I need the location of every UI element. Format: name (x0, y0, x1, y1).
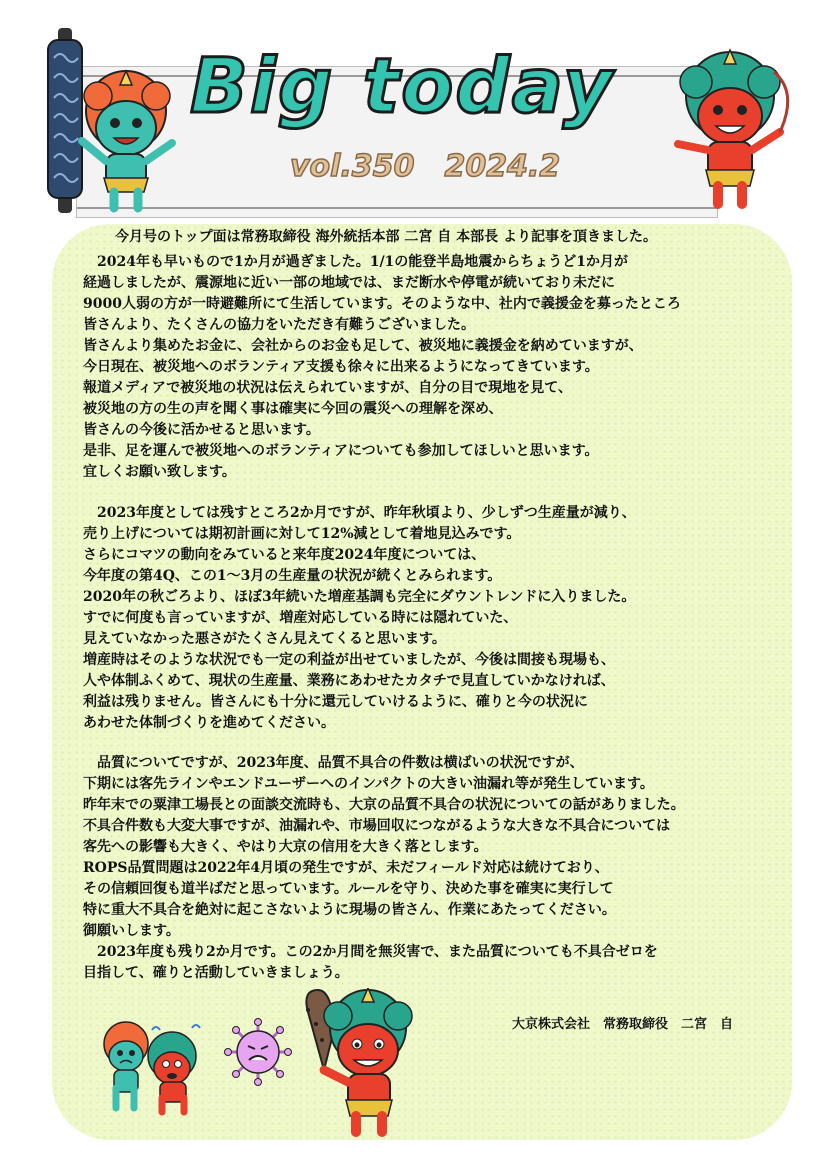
issue-label (290, 149, 561, 184)
blue-oni-icon (68, 66, 188, 216)
text-line: 見えていなかった悪さがたくさん見えてくると思います。 (83, 631, 446, 647)
text-line: 売り上げについては期初計画に対して12%減として着地見込みです。 (83, 526, 521, 542)
text-line: 今日現在、被災地へのボランティア支援も徐々に出来るようになってきています。 (83, 359, 599, 375)
oni-pair-icon (92, 1018, 212, 1118)
text-line: 経過しましたが、震源地に近い一部の地域では、まだ断水や停電が続いており未だに (83, 275, 615, 291)
text-line: 昨年末での粟津工場長との面談交流時も、大京の品質不具合の状況についての話がありました。 (83, 797, 685, 813)
text-line: 皆さんより、たくさんの協力をいただき有難うございました。 (83, 317, 475, 333)
paragraph-1 (83, 252, 773, 483)
text-line: 利益は残りません。皆さんにも十分に還元していけるように、確りと今の状況に (83, 694, 588, 710)
text-line: ROPS品質問題は2022年4月頃の発生ですが、未だフィールド対応は続けており、 (83, 860, 609, 876)
text-line: 是非、足を運んで被災地へのボランティアについても参加してほしいと思います。 (83, 443, 599, 459)
newsletter-title: Big today (190, 41, 615, 130)
paragraph-2 (83, 503, 773, 734)
text-line: 2023年度も残り2か月です。この2か月間を無災害で、また品質についても不具合ゼロを (97, 944, 658, 960)
red-oni-club-icon (290, 988, 426, 1138)
intro-line: 今月号のトップ面は常務取締役 海外統括本部 二宮 自 本部長 より記事を頂きました。 (115, 229, 657, 245)
text-line: 人や体制ふくめて、現状の生産量、業務にあわせたカタチで見直していかなければ、 (83, 673, 615, 689)
text-line: さらにコマツの動向をみていると来年度2024年度については、 (83, 547, 486, 563)
text-line: 増産時はそのような状況でも一定の利益が出せていましたが、今後は間接も現場も、 (83, 652, 615, 668)
text-line: 報道メディアで被災地の状況は伝えられていますが、自分の目で現地を見て、 (83, 380, 573, 396)
text-line: 下期には客先ラインやエンドユーザーへのインパクトの大きい油漏れ等が発生しています。 (83, 776, 654, 792)
text-line: すでに何度も言っていますが、増産対応している時には隠れていた、 (83, 610, 518, 626)
signature: 大京株式会社 常務取締役 二宮 自 (512, 1017, 734, 1032)
text-line: 宜しくお願い致します。 (83, 464, 236, 480)
text-line: 特に重大不具合を絶対に起こさないように現場の皆さん、作業にあたってください。 (83, 902, 616, 918)
text-line: 目指して、確りと活動していきましょう。 (83, 965, 349, 981)
text-line: 品質についてですが、2023年度、品質不具合の件数は横ばいの状況ですが、 (97, 755, 584, 771)
issue-date: 2024.2 (444, 149, 561, 184)
virus-icon (224, 1018, 292, 1086)
text-line: 被災地の方の生の声を聞く事は確実に今回の震災への理解を深め、 (83, 401, 503, 417)
text-line: 今年度の第4Q、この1～3月の生産量の状況が続くとみられます。 (83, 568, 502, 584)
text-line: 不具合件数も大変大事ですが、油漏れや、市場回収につながるような大きな不具合については (83, 818, 671, 834)
text-line: 2024年も早いもので1か月が過ぎました。1/1の能登半島地震からちょうど1か月が (97, 254, 629, 270)
text-line: その信頼回復も道半ばだと思っています。ルールを守り、決めた事を確実に実行して (83, 881, 614, 897)
text-line: 皆さんより集めたお金に、会社からのお金も足して、被災地に義援金を納めていますが、 (83, 338, 643, 354)
text-line: 皆さんの今後に活かせると思います。 (83, 422, 320, 438)
text-line: 2020年の秋ごろより、ほぼ3年続いた増産基調も完全にダウントレンドに入りました。 (83, 589, 636, 605)
paragraph-3 (83, 753, 773, 984)
red-oni-icon (660, 48, 800, 218)
text-line: あわせた体制づくりを進めてください。 (83, 715, 335, 731)
text-line: 御願いします。 (83, 923, 180, 939)
text-line: 2023年度としては残すところ2か月ですが、昨年秋頃より、少しずつ生産量が減り、 (97, 505, 636, 521)
text-line: 客先への影響も大きく、やはり大京の信用を大きく落とします。 (83, 839, 488, 855)
volume-number: vol.350 (290, 149, 415, 184)
text-line: 9000人弱の方が一時避難所にて生活しています。そのような中、社内で義援金を募ったところ (83, 296, 681, 312)
